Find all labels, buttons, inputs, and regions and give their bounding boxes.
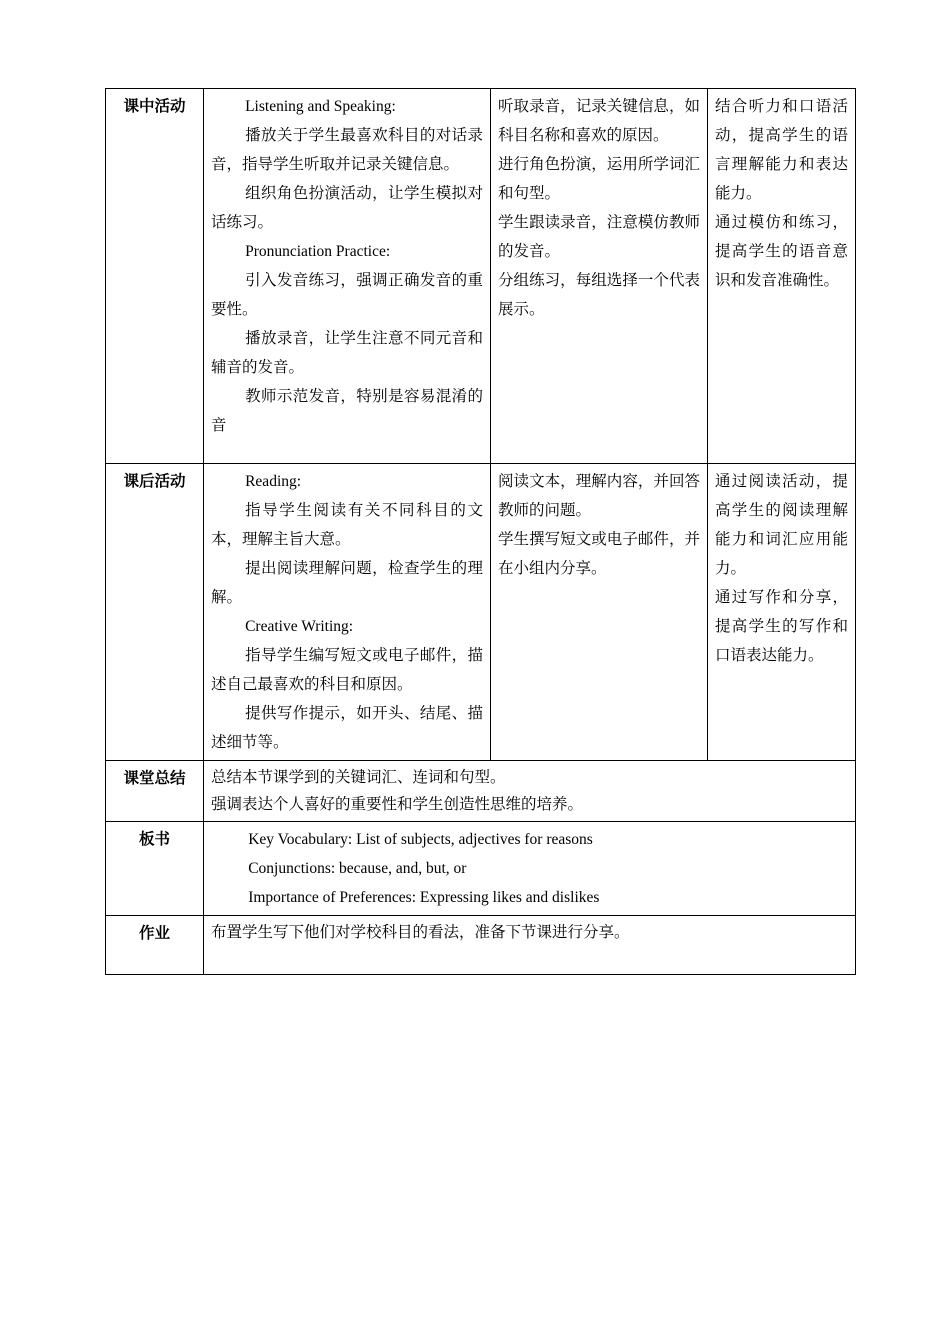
activity-paragraph: 指导学生编写短文或电子邮件，描述自己最喜欢的科目和原因。 xyxy=(211,647,483,693)
purpose-paragraph: 通过阅读活动，提高学生的阅读理解能力和词汇应用能力。 xyxy=(715,473,848,577)
table-row xyxy=(106,464,856,761)
student-paragraph: 分组练习，每组选择一个代表展示。 xyxy=(498,272,700,318)
activity-paragraph: 教师示范发音，特别是容易混淆的音 xyxy=(211,388,483,434)
row-label-in-class xyxy=(106,89,204,464)
teacher-activities-cell xyxy=(204,89,491,464)
activity-paragraph: 指导学生阅读有关不同科目的文本，理解主旨大意。 xyxy=(211,502,483,548)
board-paragraph: Importance of Preferences: Expressing likes and dislikes xyxy=(248,889,600,906)
board-paragraph: Conjunctions: because, and, but, or xyxy=(248,860,467,877)
lesson-plan-table xyxy=(105,88,856,975)
purpose-paragraph: 通过模仿和练习，提高学生的语音意识和发音准确性。 xyxy=(715,214,848,289)
teacher-activities-cell xyxy=(204,464,491,761)
table-row xyxy=(106,761,856,822)
activity-paragraph: 引入发音练习，强调正确发音的重要性。 xyxy=(211,272,483,318)
summary-paragraph: 总结本节课学到的关键词汇、连词和句型。 xyxy=(211,769,506,786)
activity-paragraph: 组织角色扮演活动，让学生模拟对话练习。 xyxy=(211,185,483,231)
row-label-text: 板书 xyxy=(138,831,170,848)
homework-paragraph: 布置学生写下他们对学校科目的看法，准备下节课进行分享。 xyxy=(211,924,630,941)
purpose-paragraph: 结合听力和口语活动，提高学生的语言理解能力和表达能力。 xyxy=(715,98,848,202)
activity-paragraph: 播放关于学生最喜欢科目的对话录音，指导学生听取并记录关键信息。 xyxy=(211,127,483,173)
board-content-cell xyxy=(204,822,856,916)
table-row xyxy=(106,916,856,975)
student-paragraph: 学生撰写短文或电子邮件，并在小组内分享。 xyxy=(498,531,700,577)
homework-content-cell xyxy=(204,916,856,975)
student-paragraph: 进行角色扮演，运用所学词汇和句型。 xyxy=(498,156,700,202)
summary-content-cell xyxy=(204,761,856,822)
activity-paragraph: 提供写作提示，如开头、结尾、描述细节等。 xyxy=(211,705,483,751)
activity-paragraph: 提出阅读理解问题，检查学生的理解。 xyxy=(211,560,483,606)
student-paragraph: 学生跟读录音，注意模仿教师的发音。 xyxy=(498,214,700,260)
purpose-cell xyxy=(708,89,856,464)
row-label-text: 课中活动 xyxy=(123,98,186,115)
student-paragraph: 听取录音，记录关键信息，如科目名称和喜欢的原因。 xyxy=(498,98,700,144)
purpose-cell xyxy=(708,464,856,761)
table-row xyxy=(106,89,856,464)
table-row xyxy=(106,822,856,916)
activity-title: Reading: xyxy=(245,473,302,490)
activity-title: Creative Writing: xyxy=(245,618,354,635)
purpose-paragraph: 通过写作和分享，提高学生的写作和口语表达能力。 xyxy=(715,589,848,664)
row-label-text: 作业 xyxy=(138,925,170,942)
row-label-text: 课堂总结 xyxy=(123,770,186,787)
student-activities-cell xyxy=(491,464,708,761)
row-label-homework xyxy=(106,916,204,975)
row-label-text: 课后活动 xyxy=(123,473,186,490)
board-paragraph: Key Vocabulary: List of subjects, adjectives for reasons xyxy=(248,831,593,848)
row-label-after-class xyxy=(106,464,204,761)
activity-title: Listening and Speaking: xyxy=(245,98,396,115)
student-activities-cell xyxy=(491,89,708,464)
activity-paragraph: 播放录音，让学生注意不同元音和辅音的发音。 xyxy=(211,330,483,376)
row-label-board xyxy=(106,822,204,916)
row-label-summary xyxy=(106,761,204,822)
activity-title: Pronunciation Practice: xyxy=(245,243,391,260)
student-paragraph: 阅读文本，理解内容，并回答教师的问题。 xyxy=(498,473,700,519)
summary-paragraph: 强调表达个人喜好的重要性和学生创造性思维的培养。 xyxy=(211,796,584,813)
